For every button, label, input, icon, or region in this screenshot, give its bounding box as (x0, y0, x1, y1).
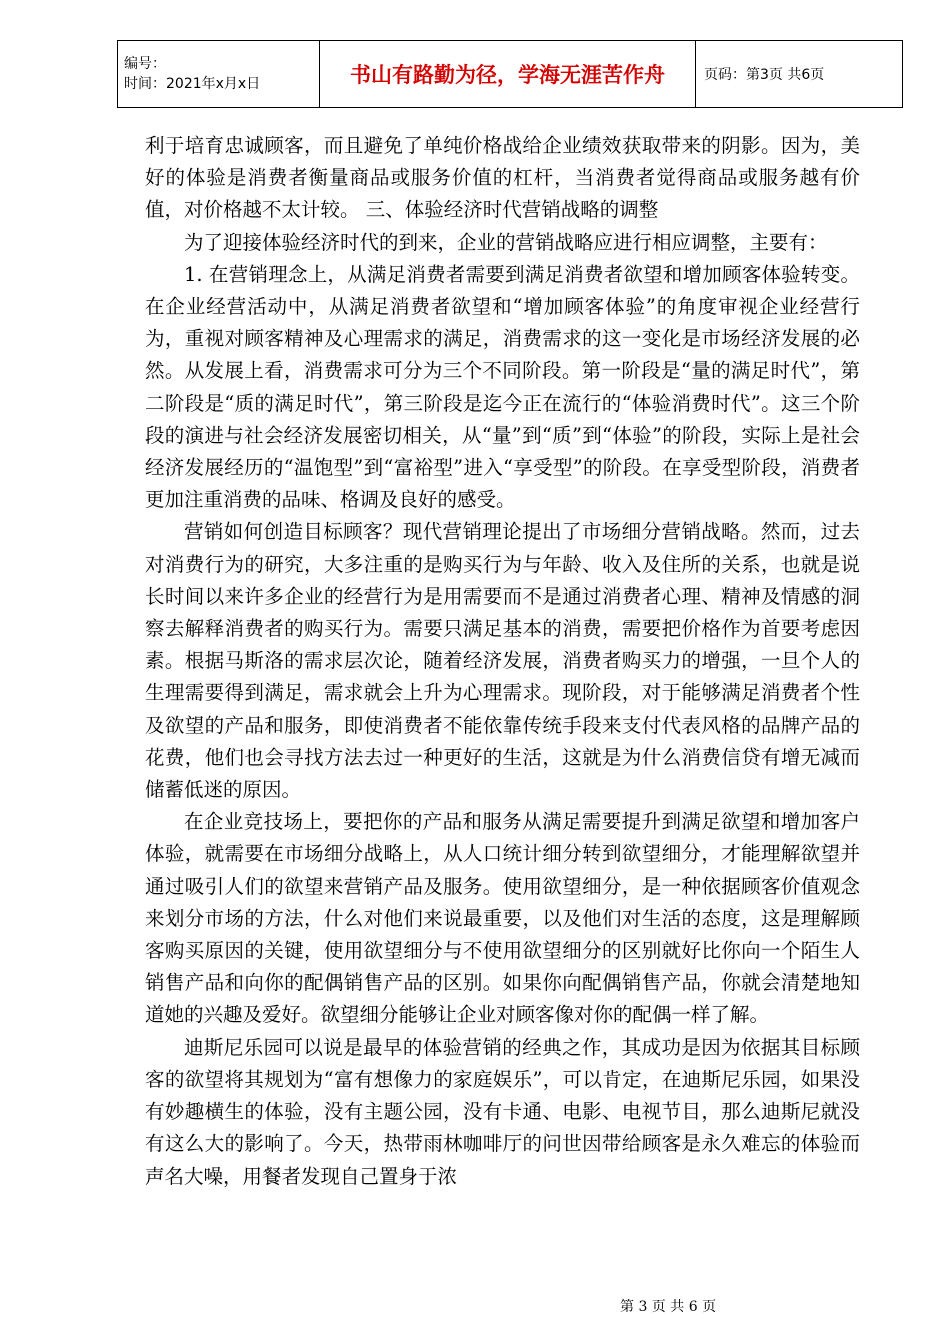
paragraph: 在企业竞技场上，要把你的产品和服务从满足需要提升到满足欲望和增加客户体验，就需要在市场细分战略上，从人口统计细分转到欲望细分，才能理解欲望并通过吸引人们的欲望来营销产品及服务。使用欲望细分，是一种依据顾客价值观念来划分市场的方法，什么对他们来说最重要，以及他们对生活的态度，这是理解顾客购买原因的关键，使用欲望细分与不使用欲望细分的区别就好比你向一个陌生人销售产品和向你的配偶销售产品的区别。如果你向配偶销售产品，你就会清楚地知道她的兴趣及爱好。欲望细分能够让企业对顾客像对你的配偶一样了解。 (145, 810, 860, 1027)
paragraph: 为了迎接体验经济时代的到来，企业的营销战略应进行相应调整，主要有： (184, 230, 828, 254)
paragraph: 迪斯尼乐园可以说是最早的体验营销的经典之作，其成功是因为依据其目标顾客的欲望将其规划为“富有想像力的家庭娱乐”，可以肯定，在迪斯尼乐园，如果没有妙趣横生的体验，没有主题公园，没有卡通、电影、电视节目，那么迪斯尼就没有这么大的影响了。今天，热带雨林咖啡厅的问世因带给顾客是永久难忘的体验而声名大噪，用餐者发现自己置身于浓 (145, 1035, 860, 1188)
document-body (145, 130, 860, 1193)
page-footer: 第 3 页 共 6 页 (620, 1299, 717, 1315)
paragraph: 营销如何创造目标顾客？现代营销理论提出了市场细分营销战略。然而，过去对消费行为的研究，大多注重的是购买行为与年龄、收入及住所的关系，也就是说长时间以来许多企业的经营行为是用需要而不是通过消费者心理、精神及情感的洞察去解释消费者的购买行为。需要只满足基本的消费，需要把价格作为首要考虑因素。根据马斯洛的需求层次论，随着经济发展，消费者购买力的增强，一旦个人的生理需要得到满足，需求就会上升为心理需求。现阶段，对于能够满足消费者个性及欲望的产品和服务，即使消费者不能依靠传统手段来支付代表风格的品牌产品的花费，他们也会寻找方法去过一种更好的生活，这就是为什么消费信贷有增无减而储蓄低迷的原因。 (145, 520, 860, 802)
doc-number-label: 编号： (124, 56, 166, 72)
header-page-label: 页码：第3页 共6页 (696, 41, 903, 108)
header-meta (118, 41, 320, 108)
header-motto: 书山有路勤为径，学海无涯苦作舟 (320, 41, 696, 108)
page-header (117, 40, 903, 108)
paragraph: 利于培育忠诚顾客，而且避免了单纯价格战给企业绩效获取带来的阴影。因为，美好的体验是消费者衡量商品或服务价值的杠杆，当消费者觉得商品或服务越有价值，对价格越不太计较。 三、体验经济时代营销战略的调整 (145, 134, 860, 222)
doc-time-label: 时间：2021年x月x日 (124, 76, 261, 92)
paragraph: 1. 在营销理念上，从满足消费者需要到满足消费者欲望和增加顾客体验转变。在企业经营活动中，从满足消费者欲望和“增加顾客体验”的角度审视企业经营行为，重视对顾客精神及心理需求的满足，消费需求的这一变化是市场经济发展的必然。从发展上看，消费需求可分为三个不同阶段。第一阶段是“量的满足时代”，第二阶段是“质的满足时代”，第三阶段是迄今正在流行的“体验消费时代”。这三个阶段的演进与社会经济发展密切相关，从“量”到“质”到“体验”的阶段，实际上是社会经济发展经历的“温饱型”到“富裕型”进入“享受型”的阶段。在享受型阶段，消费者更加注重消费的品味、格调及良好的感受。 (145, 262, 860, 512)
